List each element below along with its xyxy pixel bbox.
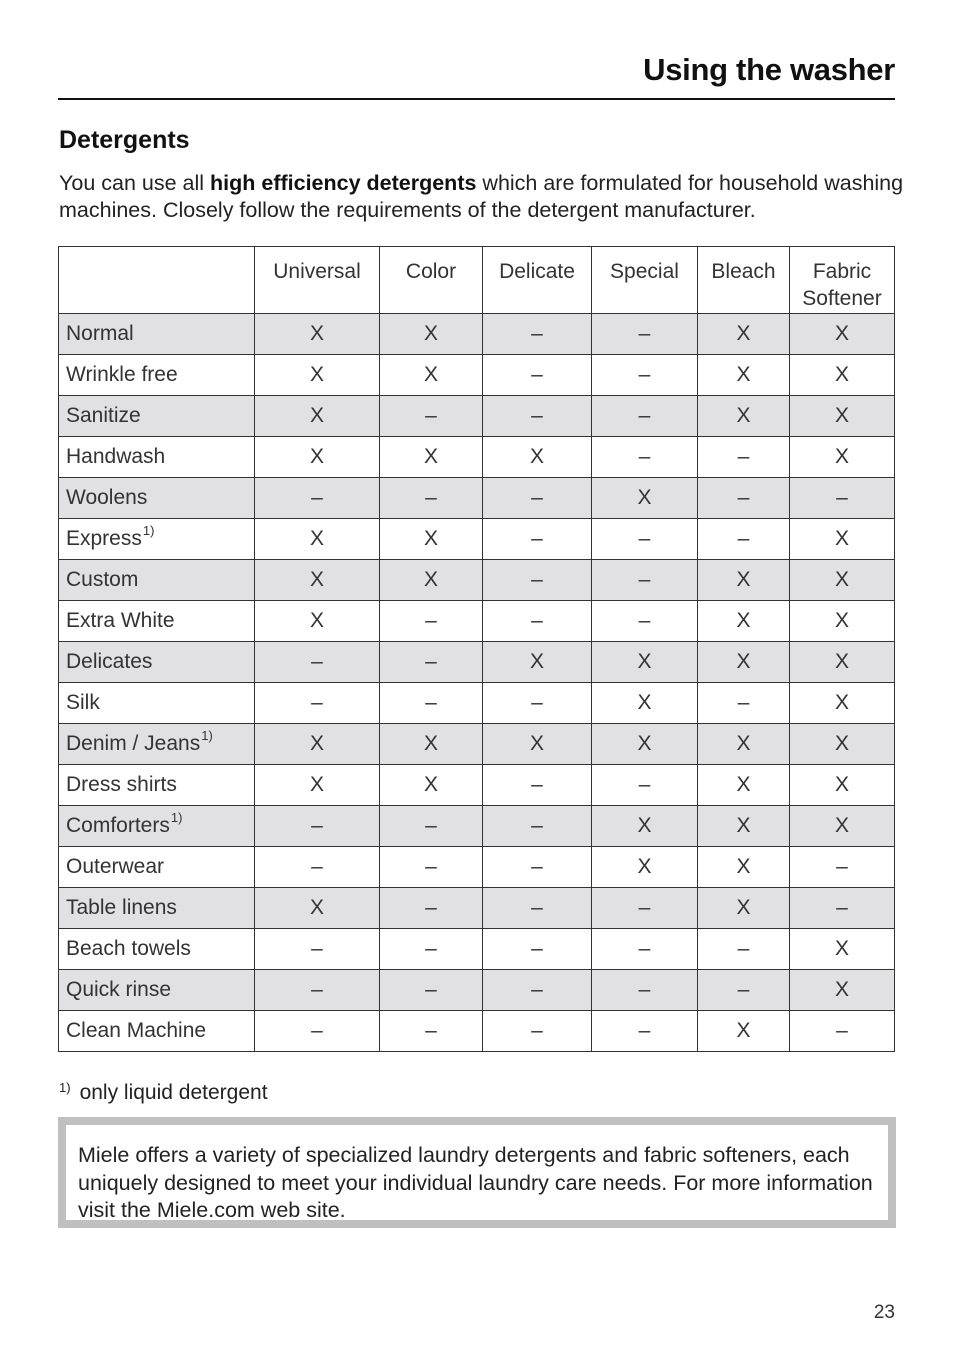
program-name-cell — [59, 888, 255, 929]
compatibility-cell: – — [592, 888, 698, 929]
compatibility-cell: – — [380, 601, 483, 642]
compatibility-cell: – — [380, 642, 483, 683]
compatibility-cell: – — [592, 396, 698, 437]
compatibility-cell: X — [380, 355, 483, 396]
compatibility-cell: X — [255, 355, 380, 396]
compatibility-cell: X — [790, 437, 895, 478]
compatibility-cell: X — [790, 314, 895, 355]
program-name-cell — [59, 683, 255, 724]
compatibility-cell: X — [790, 355, 895, 396]
compatibility-cell: X — [698, 847, 790, 888]
table-row — [59, 560, 895, 601]
compatibility-cell: – — [592, 601, 698, 642]
compatibility-cell: X — [255, 314, 380, 355]
program-name: Extra White — [66, 609, 175, 632]
compatibility-cell: – — [698, 970, 790, 1011]
compatibility-cell: – — [483, 396, 592, 437]
compatibility-cell: X — [698, 560, 790, 601]
header-divider — [58, 98, 895, 100]
compatibility-cell: X — [255, 519, 380, 560]
compatibility-cell: – — [483, 806, 592, 847]
program-name: Beach towels — [66, 937, 191, 960]
column-header: Color — [380, 247, 483, 314]
program-name: Outerwear — [66, 855, 165, 878]
compatibility-cell: – — [380, 970, 483, 1011]
program-name-cell — [59, 519, 255, 560]
intro-text-end: which are formulated for household washing machines. Closely follow the requirements of the detergent manufacturer. — [59, 171, 904, 222]
table-row — [59, 437, 895, 478]
compatibility-cell: X — [380, 519, 483, 560]
program-name: Normal — [66, 322, 134, 345]
detergent-table — [58, 246, 895, 1052]
compatibility-cell: – — [790, 847, 895, 888]
compatibility-cell: X — [790, 806, 895, 847]
compatibility-cell: X — [698, 806, 790, 847]
compatibility-cell: X — [790, 642, 895, 683]
compatibility-cell: – — [483, 929, 592, 970]
compatibility-cell: X — [698, 1011, 790, 1052]
program-name-cell — [59, 560, 255, 601]
compatibility-cell: X — [380, 314, 483, 355]
table-row — [59, 683, 895, 724]
program-name-cell — [59, 314, 255, 355]
program-name: Dress shirts — [66, 773, 177, 796]
compatibility-cell: X — [255, 560, 380, 601]
compatibility-cell: X — [790, 929, 895, 970]
compatibility-cell: – — [255, 970, 380, 1011]
column-header: Fabric Softener — [790, 247, 895, 314]
compatibility-cell: – — [592, 765, 698, 806]
program-name-cell — [59, 601, 255, 642]
compatibility-cell: X — [592, 847, 698, 888]
compatibility-cell: – — [698, 683, 790, 724]
compatibility-cell: X — [592, 806, 698, 847]
intro-paragraph — [59, 170, 909, 224]
compatibility-cell: – — [483, 1011, 592, 1052]
table-row — [59, 1011, 895, 1052]
page-header-title: Using the washer — [643, 52, 895, 87]
compatibility-cell: – — [483, 478, 592, 519]
compatibility-cell: – — [790, 888, 895, 929]
compatibility-cell: X — [483, 724, 592, 765]
compatibility-cell: – — [483, 683, 592, 724]
program-name: Table linens — [66, 896, 177, 919]
program-name: Custom — [66, 568, 139, 591]
compatibility-cell: – — [483, 765, 592, 806]
compatibility-cell: – — [380, 806, 483, 847]
program-name: Handwash — [66, 445, 166, 468]
compatibility-cell: – — [255, 683, 380, 724]
compatibility-cell: X — [255, 888, 380, 929]
program-name-cell — [59, 806, 255, 847]
compatibility-cell: – — [380, 1011, 483, 1052]
compatibility-cell: X — [698, 601, 790, 642]
table-row — [59, 806, 895, 847]
compatibility-cell: – — [483, 560, 592, 601]
compatibility-cell: – — [255, 642, 380, 683]
compatibility-cell: X — [255, 765, 380, 806]
compatibility-cell: – — [592, 314, 698, 355]
table-body — [59, 314, 895, 1052]
compatibility-cell: X — [380, 437, 483, 478]
compatibility-cell: X — [698, 765, 790, 806]
program-name: Denim / Jeans — [66, 732, 201, 755]
program-name-cell — [59, 929, 255, 970]
program-name: Express — [66, 527, 142, 550]
table-row — [59, 601, 895, 642]
table-header-row — [59, 247, 895, 314]
compatibility-cell: – — [255, 806, 380, 847]
compatibility-cell: X — [790, 724, 895, 765]
program-name-cell — [59, 1011, 255, 1052]
compatibility-cell: – — [380, 847, 483, 888]
compatibility-cell: X — [592, 478, 698, 519]
column-header: Bleach — [698, 247, 790, 314]
footnote-marker: 1) — [59, 1080, 71, 1095]
program-name: Woolens — [66, 486, 148, 509]
program-name-cell — [59, 396, 255, 437]
compatibility-cell: – — [380, 396, 483, 437]
compatibility-cell: – — [698, 478, 790, 519]
footnote-text: only liquid detergent — [79, 1081, 268, 1104]
program-name-cell — [59, 847, 255, 888]
compatibility-cell: – — [592, 970, 698, 1011]
compatibility-cell: – — [592, 355, 698, 396]
compatibility-cell: X — [483, 437, 592, 478]
compatibility-cell: – — [592, 437, 698, 478]
compatibility-cell: X — [380, 560, 483, 601]
program-name: Delicates — [66, 650, 153, 673]
intro-text-bold: high efficiency detergents — [210, 171, 477, 195]
compatibility-cell: X — [380, 724, 483, 765]
compatibility-cell: – — [380, 888, 483, 929]
compatibility-cell: X — [255, 437, 380, 478]
program-name: Clean Machine — [66, 1019, 207, 1042]
compatibility-cell: – — [592, 560, 698, 601]
compatibility-cell: X — [380, 765, 483, 806]
footnote-reference: 1) — [201, 728, 213, 743]
compatibility-cell: – — [483, 355, 592, 396]
compatibility-cell: X — [698, 888, 790, 929]
compatibility-cell: – — [698, 519, 790, 560]
compatibility-cell: – — [255, 1011, 380, 1052]
compatibility-cell: – — [483, 847, 592, 888]
table-row — [59, 765, 895, 806]
compatibility-cell: – — [483, 314, 592, 355]
table-row — [59, 355, 895, 396]
section-heading: Detergents — [59, 126, 190, 154]
compatibility-cell: – — [790, 1011, 895, 1052]
compatibility-cell: X — [698, 642, 790, 683]
compatibility-cell: – — [483, 970, 592, 1011]
compatibility-cell: X — [698, 355, 790, 396]
program-name: Quick rinse — [66, 978, 172, 1001]
table-row — [59, 847, 895, 888]
compatibility-cell: – — [380, 683, 483, 724]
table-row — [59, 724, 895, 765]
compatibility-cell: – — [380, 478, 483, 519]
compatibility-cell: X — [790, 970, 895, 1011]
compatibility-cell: – — [483, 888, 592, 929]
compatibility-cell: X — [592, 642, 698, 683]
program-name: Comforters — [66, 814, 170, 837]
compatibility-cell: – — [483, 601, 592, 642]
info-note-box — [58, 1117, 896, 1228]
intro-text-start: You can use all — [59, 171, 211, 195]
compatibility-cell: X — [483, 642, 592, 683]
compatibility-cell: X — [790, 396, 895, 437]
program-name-cell — [59, 437, 255, 478]
footnote-reference: 1) — [142, 523, 155, 538]
compatibility-cell: – — [592, 519, 698, 560]
table-row — [59, 888, 895, 929]
compatibility-cell: X — [698, 396, 790, 437]
compatibility-cell: – — [483, 519, 592, 560]
compatibility-cell: X — [790, 683, 895, 724]
info-note-text: Miele offers a variety of specialized laundry detergents and fabric softeners, each uniquely designed to meet your individual laundry care needs. For more information visit the Miele.com web site. — [66, 1125, 888, 1220]
compatibility-cell: – — [698, 437, 790, 478]
table-row — [59, 478, 895, 519]
column-header: Universal — [255, 247, 380, 314]
program-name: Sanitize — [66, 404, 141, 427]
page-number: 23 — [873, 1302, 895, 1323]
column-header: Delicate — [483, 247, 592, 314]
column-header: Special — [592, 247, 698, 314]
compatibility-cell: – — [255, 929, 380, 970]
compatibility-cell: X — [790, 765, 895, 806]
program-name-cell — [59, 478, 255, 519]
table-row — [59, 642, 895, 683]
compatibility-cell: X — [698, 724, 790, 765]
table-row — [59, 519, 895, 560]
program-name-cell — [59, 642, 255, 683]
compatibility-cell: – — [592, 1011, 698, 1052]
program-name: Wrinkle free — [66, 363, 178, 386]
program-name: Silk — [66, 691, 100, 714]
compatibility-cell: X — [592, 724, 698, 765]
compatibility-cell: – — [698, 929, 790, 970]
program-name-cell — [59, 724, 255, 765]
table-row — [59, 929, 895, 970]
header-empty-cell — [59, 247, 255, 314]
table-row — [59, 396, 895, 437]
footnote — [59, 1081, 268, 1105]
compatibility-cell: X — [790, 560, 895, 601]
compatibility-cell: – — [255, 847, 380, 888]
compatibility-cell: X — [255, 396, 380, 437]
compatibility-cell: X — [698, 314, 790, 355]
table-row — [59, 314, 895, 355]
compatibility-cell: – — [790, 478, 895, 519]
compatibility-cell: – — [255, 478, 380, 519]
compatibility-cell: X — [790, 519, 895, 560]
compatibility-cell: – — [380, 929, 483, 970]
compatibility-cell: – — [592, 929, 698, 970]
program-name-cell — [59, 970, 255, 1011]
table-row — [59, 970, 895, 1011]
compatibility-cell: X — [255, 724, 380, 765]
program-name-cell — [59, 765, 255, 806]
program-name-cell — [59, 355, 255, 396]
footnote-reference: 1) — [170, 810, 183, 825]
compatibility-cell: X — [255, 601, 380, 642]
compatibility-cell: X — [790, 601, 895, 642]
compatibility-cell: X — [592, 683, 698, 724]
